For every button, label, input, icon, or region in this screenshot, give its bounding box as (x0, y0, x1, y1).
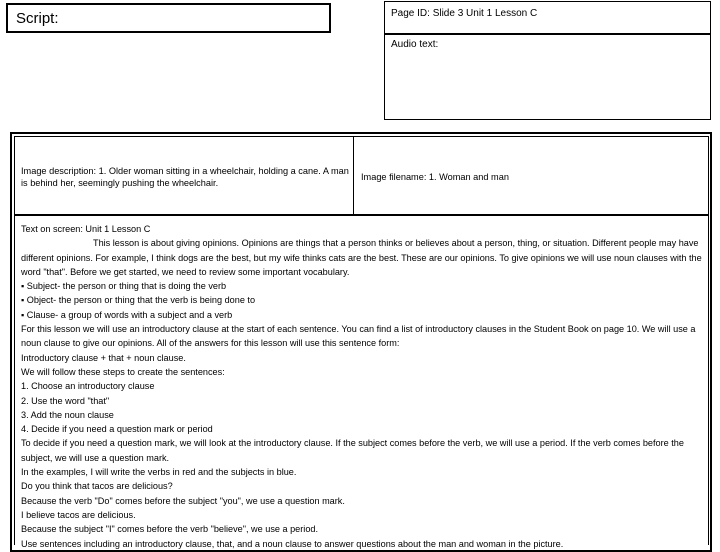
page-id-field (384, 1, 711, 34)
sentence-form: Introductory clause + that + noun clause. (21, 352, 186, 363)
step-4: 4. Decide if you need a question mark or period (21, 424, 213, 435)
image-description-cell (14, 136, 354, 215)
lesson-paragraph: For this lesson we will use an introductory clause at the start of each sentence. You can find a list of introductory clauses in the Student Book on page 10. We will use a noun clause to give our opinions. All of the answers for this lesson will use this sentence form: (21, 324, 696, 349)
example-statement-explanation: Because the subject "I" comes before the verb "believe", we use a period. (21, 524, 319, 535)
vocab-item-object: ▪ Object- the person or thing that the verb is being done to (21, 295, 256, 306)
vocab-item-clause: ▪ Clause- a group of words with a subject and a verb (21, 309, 233, 320)
page-id-text: Page ID: Slide 3 Unit 1 Lesson C (391, 8, 538, 19)
steps-intro: We will follow these steps to create the sentences: (21, 366, 225, 377)
example-statement: I believe tacos are delicious. (21, 509, 136, 520)
color-note: In the examples, I will write the verbs in red and the subjects in blue. (21, 467, 297, 478)
question-mark-rule: To decide if you need a question mark, we will look at the introductory clause. If the subject comes before the verb, we will use a period. If the verb comes before the subject, we will use a question mark. (21, 438, 684, 463)
image-description-text: Image description: 1. Older woman sitting in a wheelchair, holding a cane. A man is behind her, seemingly pushing the wheelchair. (21, 166, 349, 188)
step-3: 3. Add the noun clause (21, 409, 114, 420)
example-question: Do you think that tacos are delicious? (21, 481, 173, 492)
example-question-explanation: Because the verb "Do" comes before the subject "you", we use a question mark. (21, 495, 345, 506)
image-filename-cell (353, 136, 709, 215)
intro-paragraph: This lesson is about giving opinions. Opinions are things that a person thinks or believes about a person, thing, or situation. Different people may have different opinions. For example, I think dogs are the best, but my wife thinks cats are the best. These are our opinions. To give opinions we will use noun clauses with the word "that". Before we get started, we need to review some important vocabulary. (21, 238, 702, 277)
audio-text-label: Audio text: (391, 39, 439, 50)
step-2: 2. Use the word "that" (21, 395, 110, 406)
text-on-screen-heading: Text on screen: Unit 1 Lesson C (21, 224, 151, 234)
script-label: Script: (16, 10, 59, 27)
task-instruction: Use sentences including an introductory clause, that, and a noun clause to answer questions about the man and woman in the picture. (21, 538, 564, 549)
text-on-screen-cell (14, 215, 709, 549)
script-field (6, 3, 331, 33)
script-body (21, 222, 705, 551)
audio-text-field (384, 34, 711, 120)
step-1: 1. Choose an introductory clause (21, 381, 155, 392)
image-filename-text: Image filename: 1. Woman and man (361, 172, 509, 182)
vocab-item-subject: ▪ Subject- the person or thing that is doing the verb (21, 281, 227, 292)
